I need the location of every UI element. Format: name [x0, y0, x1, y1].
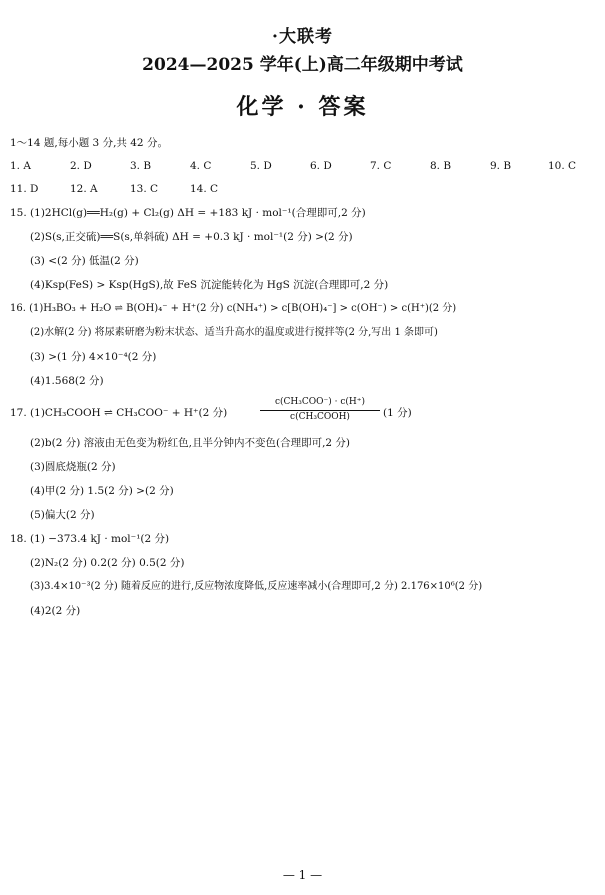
q17-line: 17. (1)CH₃COOH ⇌ CH₃COO⁻ + H⁺(2 分): [10, 407, 228, 419]
q16-line: (2)水解(2 分) 将尿素研磨为粉末状态、适当升高水的温度或进行搅拌等(2 分,写出 1 条即可): [30, 327, 438, 338]
q15-line: (4)Ksp(FeS) > Ksp(HgS),故 FeS 沉淀能转化为 HgS 沉淀(合理即可,2 分): [30, 279, 389, 291]
q17-line: (4)甲(2 分) 1.5(2 分) >(2 分): [30, 485, 174, 497]
choice-answer: 7. C: [370, 160, 392, 172]
q15-line: (3) <(2 分) 低温(2 分): [30, 255, 139, 267]
choice-answer: 13. C: [130, 183, 159, 195]
choice-answer: 14. C: [190, 183, 219, 195]
q17-line: (5)偏大(2 分): [30, 509, 95, 521]
fraction-score: (1 分): [383, 407, 412, 419]
choice-answer: 3. B: [130, 160, 152, 172]
fraction-denominator: c(CH₃COOH): [290, 412, 350, 422]
q16-line: 16. (1)H₃BO₃ + H₂O ⇌ B(OH)₄⁻ + H⁺(2 分) c(NH₄⁺) > c[B(OH)₄⁻] > c(OH⁻) > c(H⁺)(2 分): [10, 303, 457, 314]
q18-line: (4)2(2 分): [30, 605, 81, 617]
subject-title: 化学 · 答案: [236, 94, 369, 120]
page-number: — 1 —: [282, 868, 323, 882]
choice-answer: 5. D: [250, 160, 272, 172]
q16-line: (3) >(1 分) 4×10⁻⁴(2 分): [30, 351, 157, 363]
q18-line: 18. (1) −373.4 kJ · mol⁻¹(2 分): [10, 533, 170, 545]
q15-line: (2)S(s,正交硫)══S(s,单斜硫) ΔH = +0.3 kJ · mol⁻¹(2 分) >(2 分): [30, 231, 353, 243]
choice-answer: 1. A: [10, 160, 31, 172]
exam-title: 2024—2025 学年(上)高二年级期中考试: [142, 55, 463, 75]
choice-answer: 8. B: [430, 160, 452, 172]
choice-answer: 12. A: [70, 183, 98, 195]
fraction-numerator: c(CH₃COO⁻) · c(H⁺): [274, 397, 366, 407]
choice-answer: 6. D: [310, 160, 332, 172]
q18-line: (3)3.4×10⁻³(2 分) 随着反应的进行,反应物浓度降低,反应速率减小(合理即可,2 分) 2.176×10⁶(2 分): [30, 581, 483, 592]
intro-text: 1～14 题,每小题 3 分,共 42 分。: [10, 137, 168, 149]
fraction-bar: [260, 410, 380, 411]
exam-org: ·大联考: [272, 27, 333, 47]
choice-answer: 4. C: [190, 160, 212, 172]
q16-line: (4)1.568(2 分): [30, 375, 104, 387]
choice-answer: 2. D: [70, 160, 92, 172]
q18-line: (2)N₂(2 分) 0.2(2 分) 0.5(2 分): [30, 557, 185, 569]
choice-answer: 11. D: [10, 183, 39, 195]
q17-line: (3)圆底烧瓶(2 分): [30, 461, 116, 473]
q15-line: 15. (1)2HCl(g)══H₂(g) + Cl₂(g) ΔH = +183 kJ · mol⁻¹(合理即可,2 分): [10, 207, 366, 219]
choice-answer: 10. C: [548, 160, 577, 172]
q17-line: (2)b(2 分) 溶液由无色变为粉红色,且半分钟内不变色(合理即可,2 分): [30, 437, 351, 449]
choice-answer: 9. B: [490, 160, 512, 172]
